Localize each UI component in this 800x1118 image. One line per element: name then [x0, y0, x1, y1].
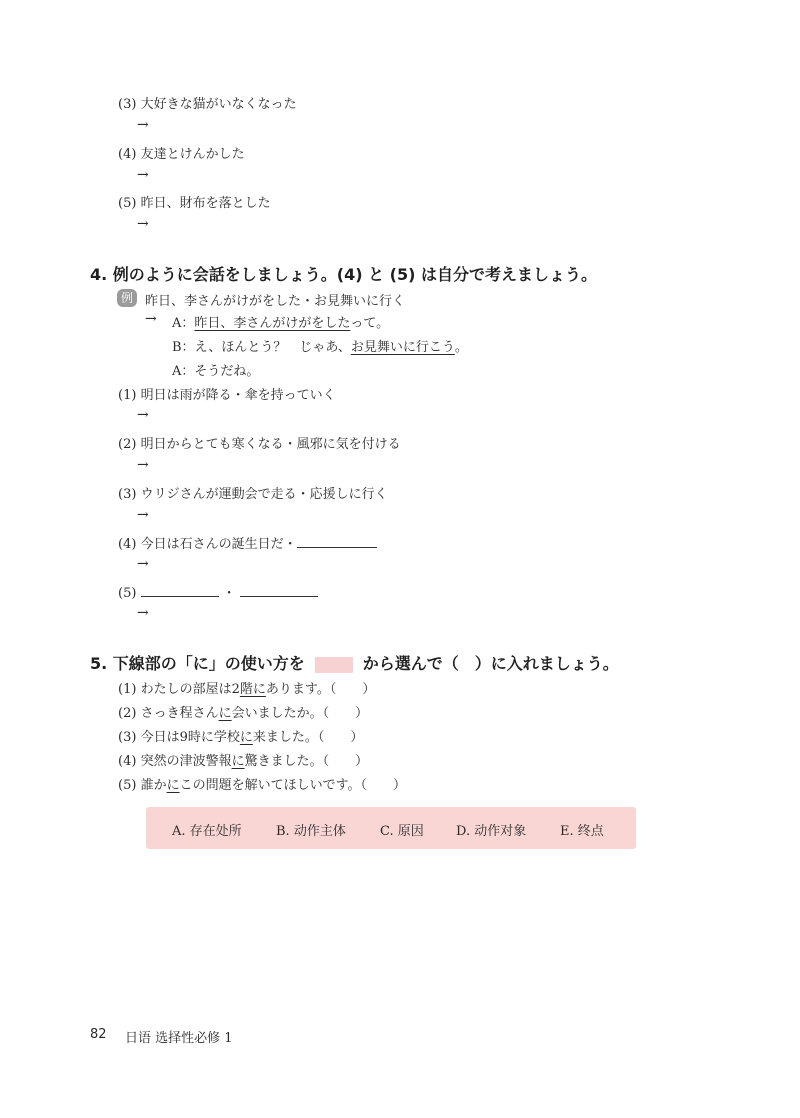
answer-blank[interactable]	[141, 584, 219, 597]
item-text: この問題を解いてほしいです。（ ）	[179, 778, 407, 793]
underlined-particle: に	[231, 754, 245, 769]
item-number: (1)	[118, 682, 137, 697]
example-prompt: 昨日、李さんがけがをした・お見舞いに行く	[145, 294, 406, 309]
sec5-item-3	[118, 726, 363, 745]
underlined-particle: に	[239, 730, 253, 745]
dialog-line-b	[172, 336, 468, 355]
arrow-icon: →	[137, 167, 149, 183]
item-number: (2)	[118, 437, 137, 452]
dialog-text: 。	[454, 340, 468, 355]
item-number: (3)	[118, 487, 137, 502]
section-4-heading: 4. 例のように会話をしましょう。(4) と (5) は自分で考えましょう。	[90, 265, 598, 284]
arrow-icon: →	[137, 556, 149, 572]
item-number: (4)	[118, 754, 137, 769]
item-text: 来ました。（ ）	[252, 730, 364, 745]
sec5-item-2	[118, 702, 368, 721]
speaker-label: B：	[172, 340, 195, 355]
underlined-particle: 階に	[239, 682, 266, 697]
underlined-particle: に	[218, 706, 232, 721]
sec3-item-4	[118, 143, 245, 162]
dialog-line-a2	[172, 360, 259, 379]
item-separator: ・	[222, 586, 236, 601]
item-text: ウリジさんが運動会で走る・応援しに行く	[140, 487, 388, 502]
item-number: (4)	[118, 537, 137, 552]
item-text: わたしの部屋は2	[140, 682, 240, 697]
sec4-item-2	[118, 433, 401, 452]
sec5-item-5	[118, 774, 406, 793]
item-text: 会いましたか。（ ）	[231, 706, 369, 721]
sec4-item-5	[118, 582, 318, 601]
example-badge: 例	[117, 289, 137, 307]
arrow-icon: →	[145, 311, 157, 327]
answer-options-box	[146, 807, 636, 849]
option-c: C. 原因	[380, 824, 424, 839]
speaker-label: A：	[172, 316, 195, 331]
underlined-phrase: お見舞いに行こう	[350, 340, 455, 355]
sec3-item-3	[118, 93, 297, 112]
sec4-item-3	[118, 483, 388, 502]
item-number: (3)	[118, 730, 137, 745]
item-number: (1)	[118, 388, 137, 403]
item-text: 突然の津波警報	[140, 754, 232, 769]
underlined-phrase: 昨日、李さんがけがをした	[194, 316, 351, 331]
arrow-icon: →	[137, 216, 149, 232]
dialog-text: そうだね。	[194, 364, 260, 379]
item-number: (5)	[118, 586, 137, 601]
option-d: D. 动作对象	[456, 824, 527, 839]
item-text: 今日は石さんの誕生日だ・	[140, 537, 297, 552]
arrow-icon: →	[137, 117, 149, 133]
answer-blank[interactable]	[240, 584, 318, 597]
speaker-label: A：	[172, 364, 195, 379]
item-text: 明日は雨が降る・傘を持っていく	[140, 388, 336, 403]
item-text: さっき程さん	[140, 706, 219, 721]
arrow-icon: →	[137, 407, 149, 423]
sec5-item-4	[118, 750, 368, 769]
item-text: 昨日、財布を落とした	[140, 196, 271, 211]
sec4-item-4	[118, 533, 377, 552]
item-text: 明日からとても寒くなる・風邪に気を付ける	[140, 437, 401, 452]
item-number: (3)	[118, 97, 137, 112]
answer-blank[interactable]	[297, 535, 377, 548]
item-text: あります。（ ）	[265, 682, 376, 697]
dialog-text: え、ほんとう？ じゃあ、	[194, 340, 351, 355]
highlight-box-icon	[315, 657, 353, 673]
item-number: (5)	[118, 196, 137, 211]
item-number: (2)	[118, 706, 137, 721]
heading-text: 5. 下線部の「に」の使い方を	[90, 654, 305, 673]
sec5-item-1	[118, 678, 375, 697]
item-text: 今日は9時に学校	[140, 730, 240, 745]
arrow-icon: →	[137, 507, 149, 523]
item-text: 友達とけんかした	[140, 147, 245, 162]
option-b: B. 动作主体	[276, 824, 346, 839]
arrow-icon: →	[137, 457, 149, 473]
sec3-item-5	[118, 192, 271, 211]
section-5-heading	[90, 651, 619, 674]
item-text: 誰か	[140, 778, 167, 793]
book-title: 日语 选择性必修 1	[125, 1031, 233, 1046]
arrow-icon: →	[137, 605, 149, 621]
underlined-particle: に	[166, 778, 180, 793]
dialog-line-a1	[172, 312, 389, 331]
item-number: (4)	[118, 147, 137, 162]
item-number: (5)	[118, 778, 137, 793]
item-text: 驚きました。（ ）	[244, 754, 369, 769]
item-text: 大好きな猫がいなくなった	[140, 97, 297, 112]
sec4-item-1	[118, 384, 336, 403]
option-e: E. 终点	[560, 824, 604, 839]
dialog-text: って。	[350, 316, 390, 331]
heading-text: から選んで（ ）に入れましょう。	[362, 654, 619, 673]
page-number: 82	[90, 1027, 107, 1042]
option-a: A. 存在处所	[172, 824, 242, 839]
